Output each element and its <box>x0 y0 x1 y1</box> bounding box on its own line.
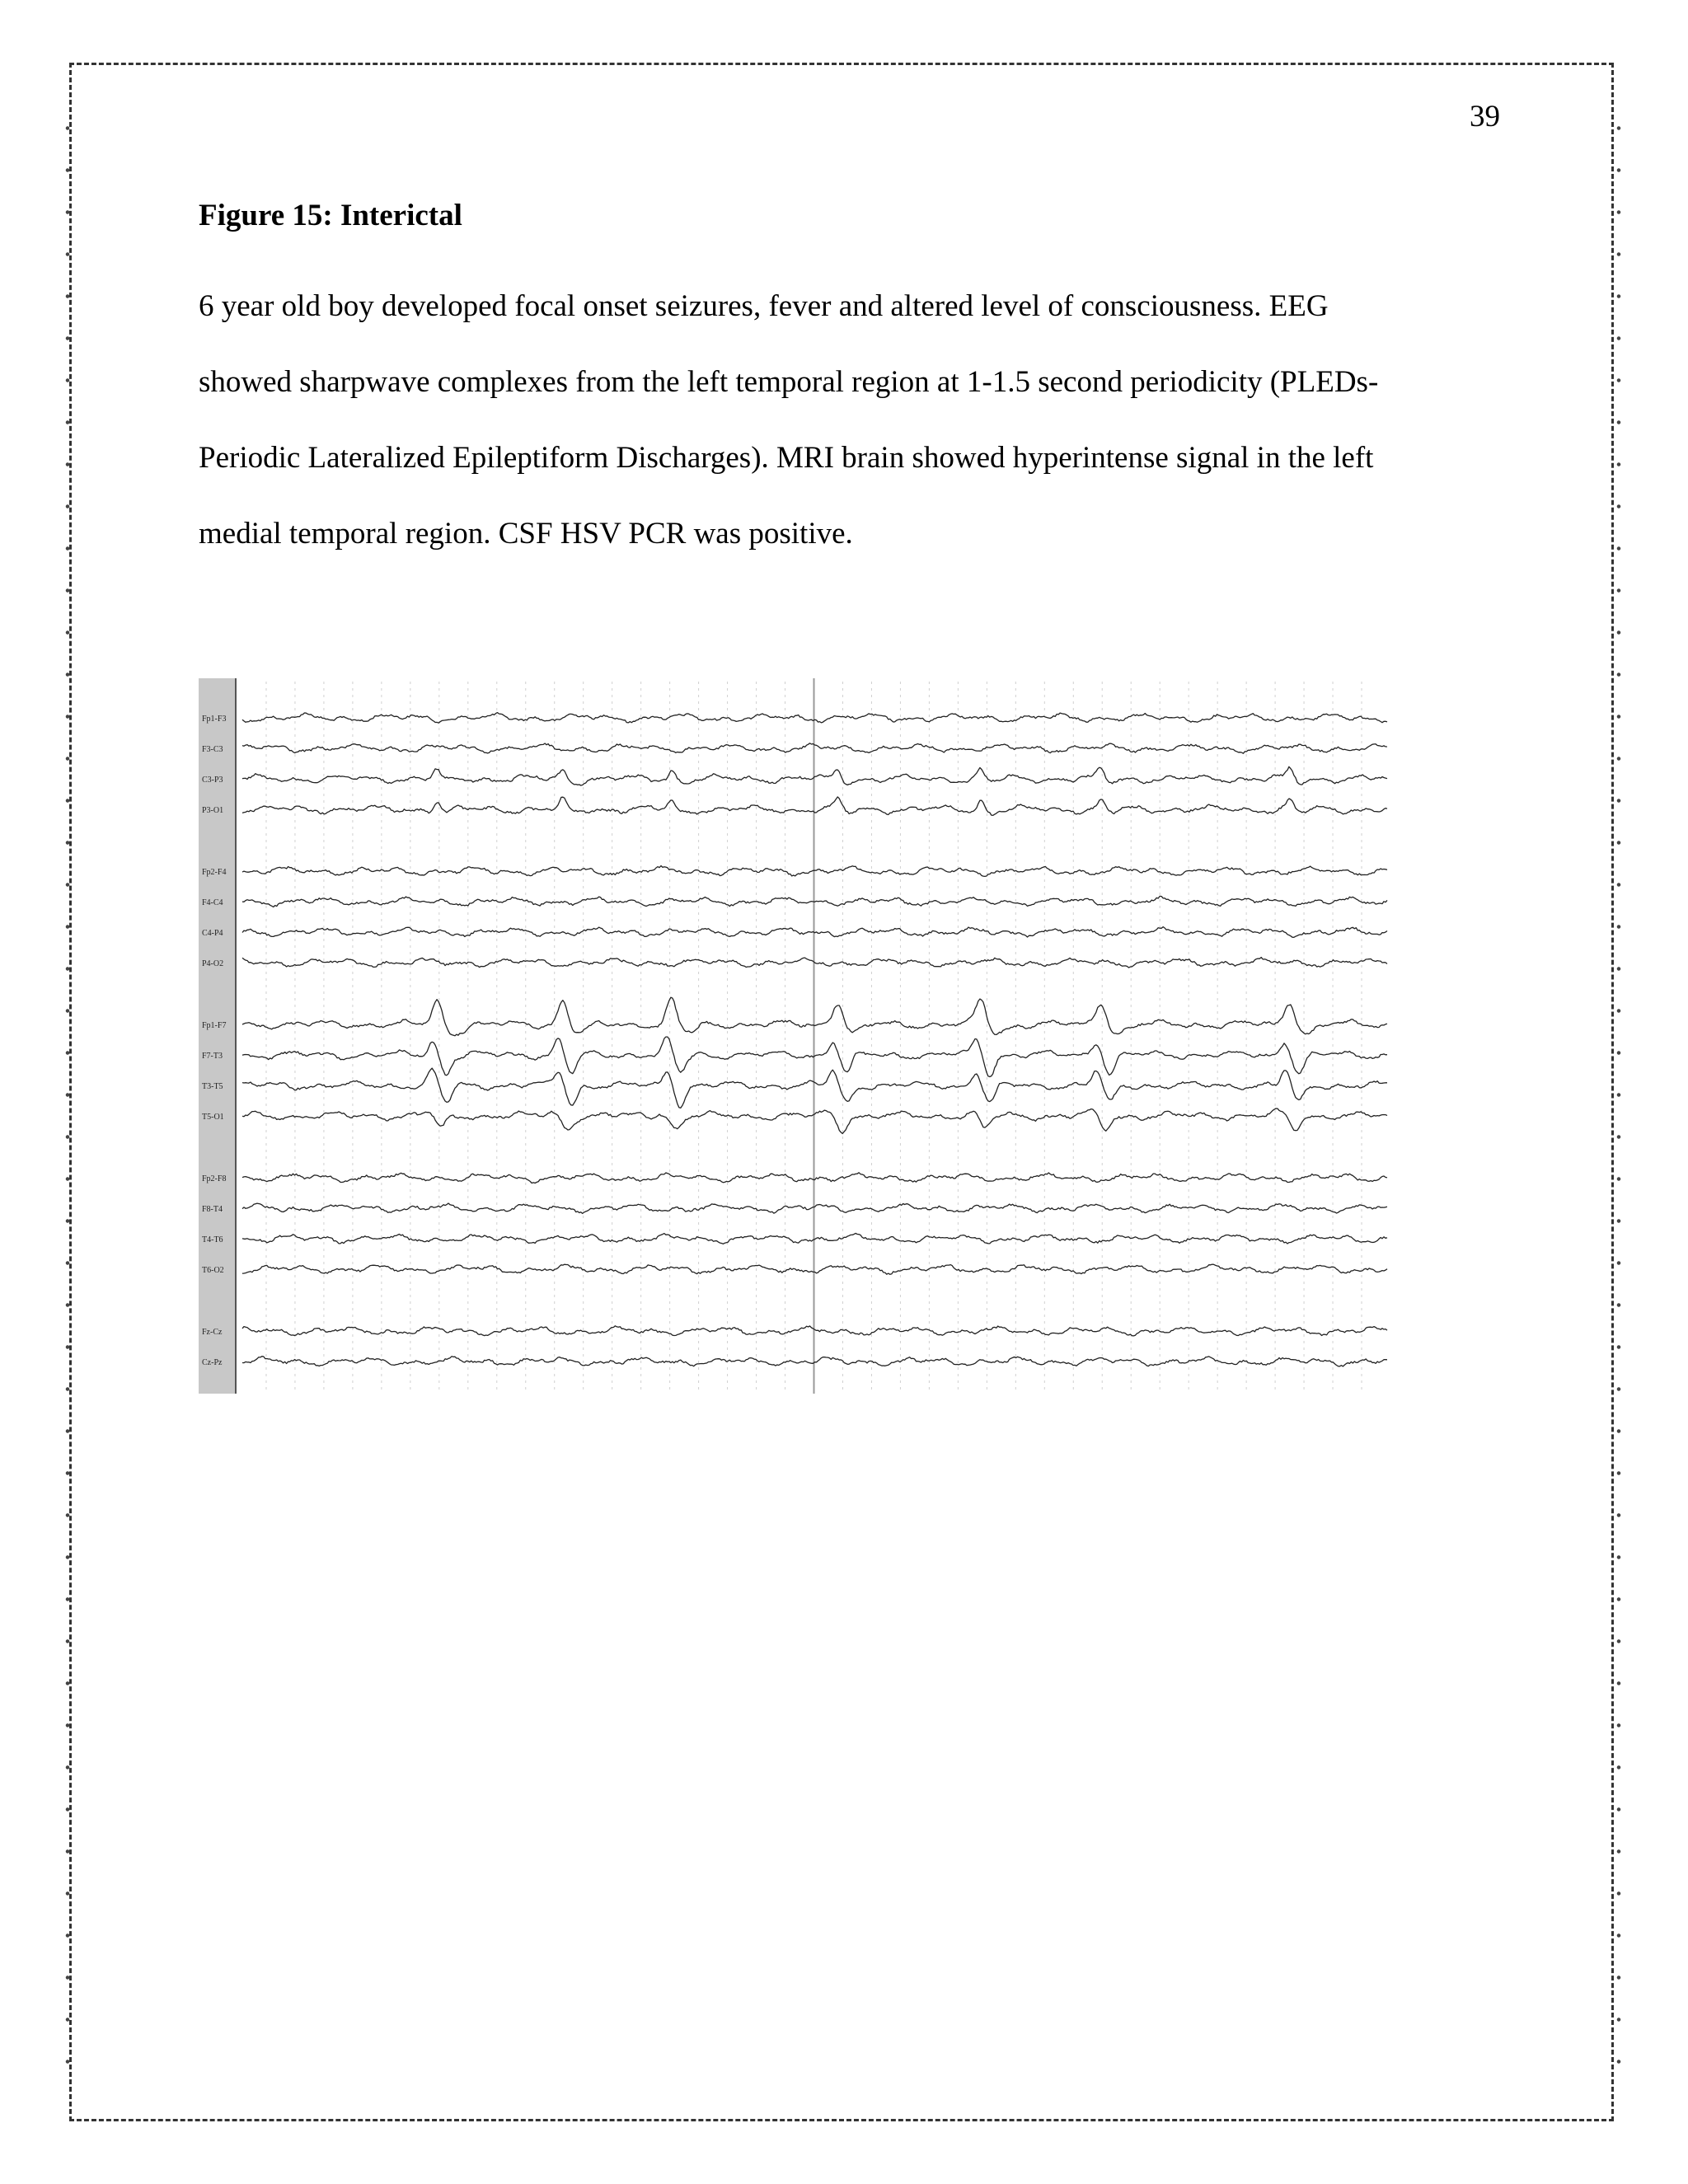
eeg-channel-label: T4-T6 <box>202 1235 223 1244</box>
eeg-channel-label: Cz-Pz <box>202 1358 223 1367</box>
eeg-channel-label: F7-T3 <box>202 1052 223 1061</box>
figure-title: Figure 15: Interictal <box>199 199 462 232</box>
eeg-channel-label: C4-P4 <box>202 929 223 938</box>
caption-line: 6 year old boy developed focal onset seizures, fever and altered level of consciousness. EEG <box>199 289 1329 323</box>
eeg-channel-label: T5-O1 <box>202 1113 224 1122</box>
eeg-channel-label: T6-O2 <box>202 1266 224 1275</box>
figure-caption <box>199 269 1501 572</box>
eeg-channel-label: Fp2-F4 <box>202 868 227 877</box>
left-border-dots <box>65 107 70 2093</box>
eeg-channel-label: Fz-Cz <box>202 1328 223 1337</box>
eeg-channel-label: Fp1-F7 <box>202 1021 227 1030</box>
page-number: 39 <box>1470 100 1500 134</box>
caption-line: medial temporal region. CSF HSV PCR was positive. <box>199 517 853 551</box>
eeg-channel-label: F8-T4 <box>202 1205 223 1214</box>
caption-line: showed sharpwave complexes from the left temporal region at 1-1.5 second periodicity (PLEDs- <box>199 365 1379 399</box>
right-border-dots <box>1616 107 1621 2093</box>
eeg-channel-label: T3-T5 <box>202 1082 223 1091</box>
eeg-channel-label: P4-O2 <box>202 959 224 968</box>
eeg-channel-label: Fp2-F8 <box>202 1174 227 1183</box>
eeg-channel-label: P3-O1 <box>202 806 224 815</box>
eeg-channel-label: C3-P3 <box>202 776 223 785</box>
eeg-channel-label: F4-C4 <box>202 898 223 907</box>
caption-line: Periodic Lateralized Epileptiform Discharges). MRI brain showed hyperintense signal in the left <box>199 441 1374 475</box>
eeg-recording <box>199 678 1392 1394</box>
eeg-channel-label: F3-C3 <box>202 745 223 754</box>
eeg-label-bar <box>199 678 236 1394</box>
eeg-channel-label: Fp1-F3 <box>202 715 227 724</box>
